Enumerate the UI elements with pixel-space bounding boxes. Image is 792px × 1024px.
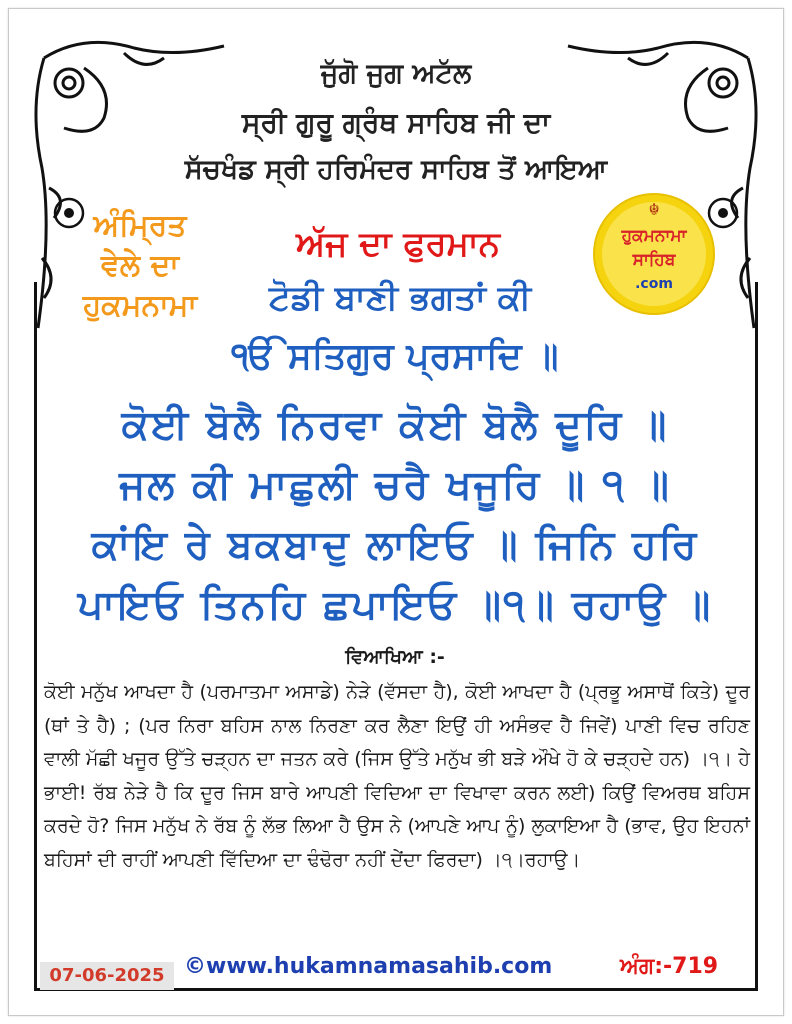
mool-mantar: ੴ ਸਤਿਗੁਰ ਪ੍ਰਸਾਦਿ ॥: [231, 336, 559, 377]
shabad-line-3: ਕਾਂਇ ਰੇ ਬਕਬਾਦੁ ਲਾਇਓ ॥ ਜਿਨਿ ਹਰਿ: [91, 522, 699, 568]
ang-number: ਅੰਗ:-719: [620, 954, 719, 979]
shabad-line-2: ਜਲ ਕੀ ਮਾਛੁਲੀ ਚਰੈ ਖਜੂਰਿ ॥ ੧ ॥: [119, 462, 671, 508]
header-line-3: ਸੱਚਖੰਡ ਸ੍ਰੀ ਹਰਿਮੰਦਰ ਸਾਹਿਬ ਤੋਂ ਆਇਆ: [184, 154, 608, 185]
website-link[interactable]: ©www.hukamnamasahib.com: [184, 954, 553, 979]
header-line-2: ਸ੍ਰੀ ਗੁਰੂ ਗ੍ਰੰਥ ਸਾਹਿਬ ਜੀ ਦਾ: [241, 106, 551, 139]
amrit-line-3: ਹੁਕਮਨਾਮਾ: [82, 288, 198, 323]
header-line-1: ਜੁੱਗੋ ਜੁਗ ਅਟੱਲ: [320, 58, 472, 89]
logo-line-1: ਹੁਕਮਨਾਮਾ: [621, 226, 687, 246]
date-badge: 07-06-2025: [40, 962, 174, 990]
shabad-line-4: ਪਾਇਓ ਤਿਨਹਿ ਛਪਾਇਓ ॥੧॥ ਰਹਾਉ ॥: [77, 582, 713, 628]
amrit-vele-label: [60, 206, 220, 326]
hukamnama-sahib-logo: [590, 190, 718, 318]
amrit-line-2: ਵੇਲੇ ਦਾ: [101, 248, 179, 283]
vyakhya-text: ਕੋਈ ਮਨੁੱਖ ਆਖਦਾ ਹੈ (ਪਰਮਾਤਮਾ ਅਸਾਡੇ) ਨੇੜੇ (ਵੱਸਦਾ ਹੈ), ਕੋਈ ਆਖਦਾ ਹੈ (ਪ੍ਰਭੂ ਅਸਾਥੋਂ ਕਿਤੇ) ਦੂਰ (ਥਾਂ ਤੇ ਹੈ) ; (ਪਰ ਨਿਰਾ ਬਹਿਸ ਨਾਲ ਨਿਰਣਾ ਕਰ ਲੈਣਾ ਇਉਂ ਹੀ ਅਸੰਭਵ ਹੈ ਜਿਵੇਂ) ਪਾਣੀ ਵਿਚ ਰਹਿਣ ਵਾਲੀ ਮੱਛੀ ਖਜੂਰ ਉੱਤੇ ਚੜ੍ਹਨ ਦਾ ਜਤਨ ਕਰੇ (ਜਿਸ ਉੱਤੇ ਮਨੁੱਖ ਭੀ ਬੜੇ ਔਖੇ ਹੋ ਕੇ ਚੜ੍ਹਦੇ ਹਨ) ।੧। ਹੇ ਭਾਈ! ਰੱਬ ਨੇੜੇ ਹੈ ਕਿ ਦੂਰ ਜਿਸ ਬਾਰੇ ਆਪਣੀ ਵਿਦਿਆ ਦਾ ਵਿਖਾਵਾ ਕਰਨ ਲਈ) ਕਿਉਂ ਵਿਅਰਥ ਬਹਿਸ ਕਰਦੇ ਹੋ? ਜਿਸ ਮਨੁੱਖ ਨੇ ਰੱਬ ਨੂੰ ਲੱਭ ਲਿਆ ਹੈ ਉਸ ਨੇ (ਆਪਣੇ ਆਪ ਨੂੰ) ਲੁਕਾਇਆ ਹੈ (ਭਾਵ, ਉਹ ਇਹਨਾਂ ਬਹਿਸਾਂ ਦੀ ਰਾਹੀਂ ਆਪਣੀ ਵਿੱਦਿਆ ਦਾ ਢੰਢੋਰਾ ਨਹੀਂ ਦੇਂਦਾ ਫਿਰਦਾ) ।੧।ਰਹਾਉ।: [44, 681, 750, 871]
logo-line-3: .com: [635, 276, 673, 292]
vyakhya-label: ਵਿਆਖਿਆ :-: [345, 646, 445, 668]
logo-line-2: ਸਾਹਿਬ: [632, 250, 676, 270]
content-border: [34, 282, 758, 991]
amrit-line-1: ਅੰਮ੍ਰਿਤ: [93, 208, 187, 243]
raag-heading: ਟੋਡੀ ਬਾਣੀ ਭਗਤਾਂ ਕੀ: [268, 278, 532, 318]
khanda-icon: ☬: [648, 200, 660, 219]
shabad-line-1: ਕੋਈ ਬੋਲੈ ਨਿਰਵਾ ਕੋਈ ਬੋਲੈ ਦੂਰਿ ॥: [121, 402, 669, 448]
page-title: ਅੱਜ ਦਾ ਫੁਰਮਾਨ: [296, 224, 500, 264]
